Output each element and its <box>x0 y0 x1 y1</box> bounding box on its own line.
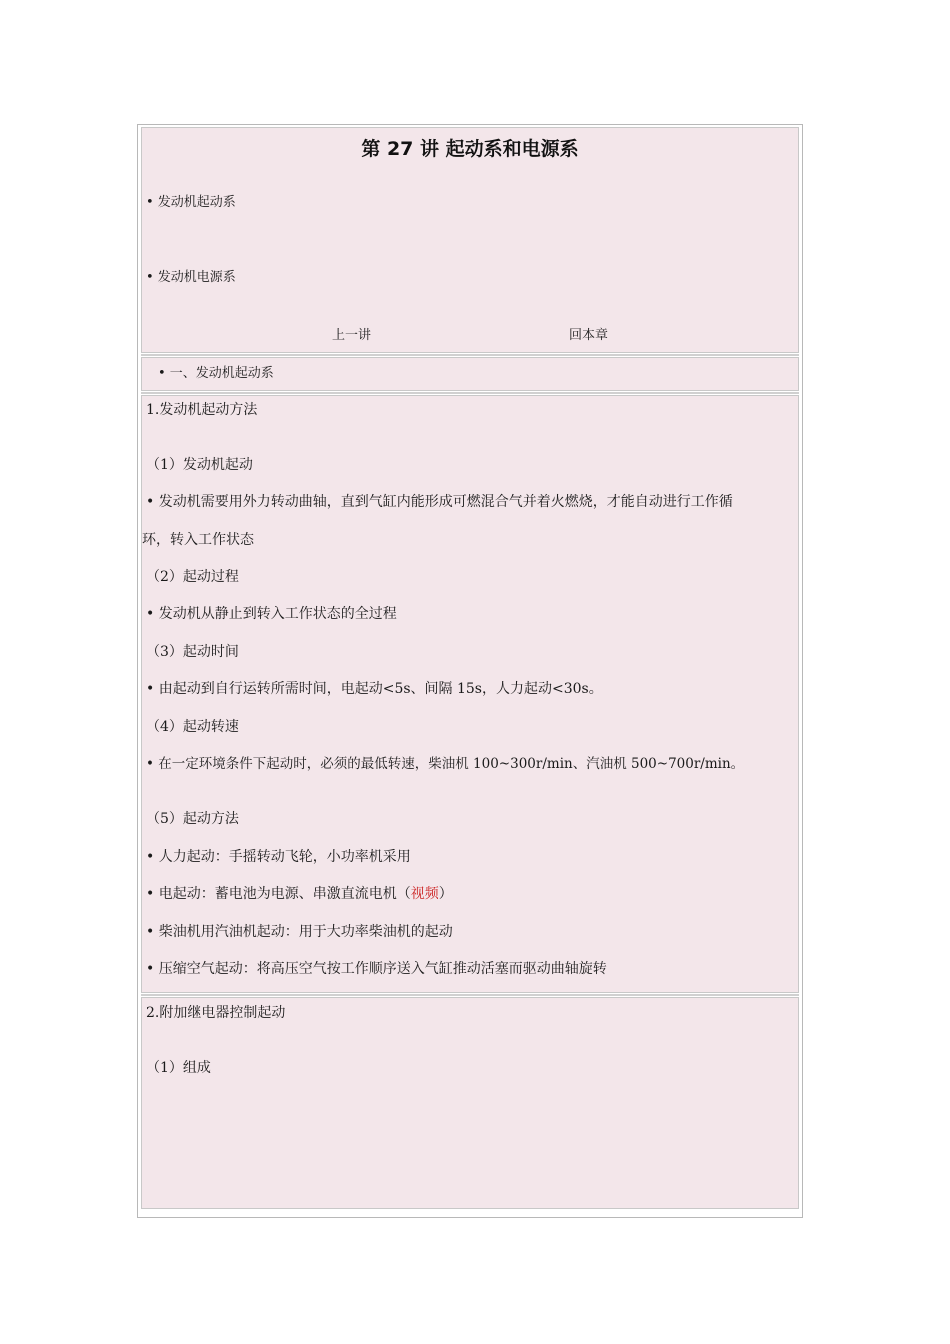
paragraph: 环，转入工作状态 <box>142 532 254 548</box>
paragraph: • 发动机从静止到转入工作状态的全过程 <box>146 606 397 622</box>
list-item: • 柴油机用汽油机起动：用于大功率柴油机的起动 <box>146 924 453 940</box>
prev-lecture-link[interactable]: 上一讲 <box>332 328 372 343</box>
section-header-panel <box>141 357 799 391</box>
section-header: • 一、发动机起动系 <box>158 366 274 381</box>
list-item: • 人力起动：手摇转动飞轮，小功率机采用 <box>146 849 411 865</box>
toc-item-starting-system[interactable]: • 发动机起动系 <box>146 195 236 210</box>
relay-control-panel <box>141 997 799 1209</box>
lecture-frame <box>137 124 803 1218</box>
list-item: • 压缩空气起动：将高压空气按工作顺序送入气缸推动活塞而驱动曲轴旋转 <box>146 961 607 977</box>
list-item-text: • 电起动：蓄电池为电源、串激直流电机（ <box>146 886 411 902</box>
subsection-title: （2）起动过程 <box>146 569 239 585</box>
subsection-title: （1）发动机起动 <box>146 457 253 473</box>
paragraph: • 由起动到自行运转所需时间，电起动<5s、间隔 15s，人力起动<30s。 <box>146 681 603 697</box>
divider <box>141 392 799 394</box>
back-to-chapter-link[interactable]: 回本章 <box>569 328 609 343</box>
subsection-title: （1）组成 <box>146 1060 211 1076</box>
toc-item-power-system[interactable]: • 发动机电源系 <box>146 270 236 285</box>
page-title: 第 27 讲 起动系和电源系 <box>361 138 579 160</box>
subsection-title: （5）起动方法 <box>146 811 239 827</box>
section-heading: 2.附加继电器控制起动 <box>146 1005 286 1021</box>
header-panel <box>141 127 799 353</box>
paragraph: • 在一定环境条件下起动时，必须的最低转速，柴油机 100~300r/min、汽油机 500~700r/min。 <box>146 756 745 772</box>
starting-methods-panel <box>141 395 799 993</box>
list-item <box>146 885 453 903</box>
divider <box>141 354 799 356</box>
list-item-text: ） <box>438 886 453 902</box>
video-link[interactable]: 视频 <box>410 886 439 902</box>
divider <box>141 994 799 996</box>
section-heading: 1.发动机起动方法 <box>146 402 258 418</box>
subsection-title: （3）起动时间 <box>146 644 239 660</box>
subsection-title: （4）起动转速 <box>146 719 239 735</box>
paragraph: • 发动机需要用外力转动曲轴，直到气缸内能形成可燃混合气并着火燃烧，才能自动进行工作循 <box>146 494 733 510</box>
